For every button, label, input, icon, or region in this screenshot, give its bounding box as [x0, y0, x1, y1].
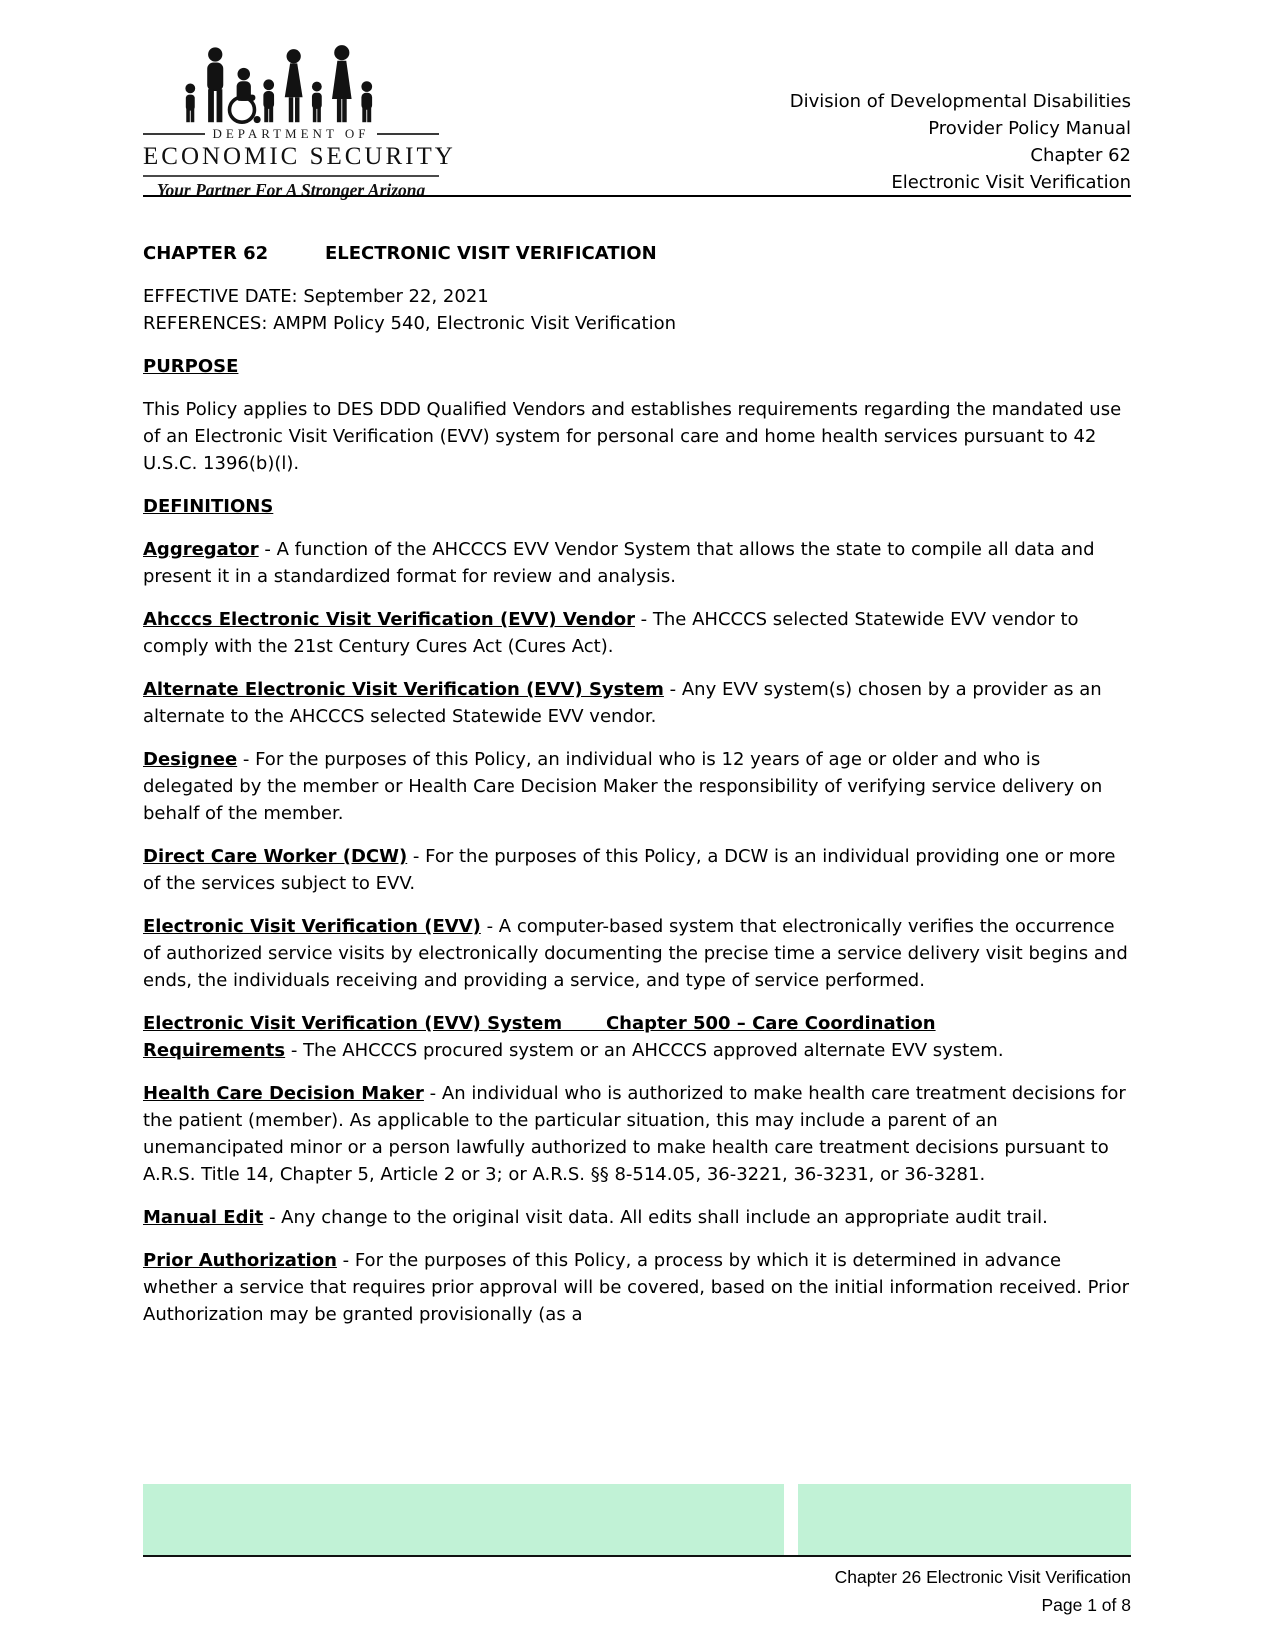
definition-term: Health Care Decision Maker — [143, 1083, 424, 1104]
logo-department-of-text: DEPARTMENT OF — [212, 126, 370, 141]
header-document-info — [790, 42, 1131, 196]
des-agency-logo — [143, 42, 456, 201]
definition-term: Aggregator — [143, 539, 259, 560]
definitions-heading: DEFINITIONS — [143, 496, 274, 517]
definition-item — [143, 746, 1131, 827]
definition-item — [143, 606, 1131, 660]
chapter-subject: ELECTRONIC VISIT VERIFICATION — [325, 243, 657, 264]
logo-agency-name: ECONOMIC SECURITY — [143, 143, 456, 170]
references-line: REFERENCES: AMPM Policy 540, Electronic Visit Verification — [143, 313, 677, 334]
definition-text: - A function of the AHCCCS EVV Vendor System that allows the state to compile all data and present it in a standardized format for review and analysis. — [143, 539, 1095, 587]
definition-item — [143, 1010, 1131, 1064]
definition-text: - For the purposes of this Policy, an individual who is 12 years of age or older and who is delegated by the member or Health Care Decision Maker the responsibility of verifying service delivery on behalf of the member. — [143, 749, 1103, 824]
definition-text: - For the purposes of this Policy, a process by which it is determined in advance whether a service that requires prior approval will be covered, based on the initial information received. Prior Authorization may be granted provisionally (as a — [143, 1250, 1129, 1325]
definition-term: Electronic Visit Verification (EVV) — [143, 916, 481, 937]
definition-text: - The AHCCCS selected Statewide EVV vendor to comply with the 21st Century Cures Act (Cures Act). — [143, 609, 1079, 657]
definition-term: Direct Care Worker (DCW) — [143, 846, 408, 867]
definition-text: - Any EVV system(s) chosen by a provider as an alternate to the AHCCCS selected Statewide EVV vendor. — [143, 679, 1102, 727]
logo-right-rule — [377, 133, 439, 135]
definition-text: - A computer-based system that electronically verifies the occurrence of authorized service visits by electronically documenting the precise time a service delivery visit begins and ends, the individuals receiving and providing a service, and type of service performed. — [143, 916, 1128, 991]
header-division-line: Division of Developmental Disabilities — [789, 91, 1131, 112]
document-body — [143, 240, 1131, 1344]
header-chapter-line: Chapter 62 — [1030, 145, 1131, 166]
purpose-paragraph: This Policy applies to DES DDD Qualified Vendors and establishes requirements regarding the mandated use of an Electronic Visit Verification (EVV) system for personal care and home health services pursuant to 42 U.S.C. 1396(b)(l). — [143, 399, 1122, 474]
logo-tagline: Your Partner For A Stronger Arizona — [156, 180, 426, 200]
definition-term: Designee — [143, 749, 238, 770]
definition-term: Manual Edit — [143, 1207, 264, 1228]
definition-term: Prior Authorization — [143, 1250, 337, 1271]
logo-department-of-line — [143, 126, 439, 142]
definition-term: Ahcccs Electronic Visit Verification (EVV) Vendor — [143, 609, 635, 630]
definition-text: - Any change to the original visit data. All edits shall include an appropriate audit trail. — [263, 1207, 1048, 1228]
header-horizontal-rule — [143, 195, 1131, 197]
definition-item — [143, 1204, 1131, 1231]
logo-divider — [143, 175, 439, 177]
definition-item — [143, 1247, 1131, 1328]
chapter-title — [143, 240, 1131, 267]
definition-item — [143, 913, 1131, 994]
definition-text: - An individual who is authorized to make health care treatment decisions for the patient (member). As applicable to the particular situation, this may include a parent of an unemancipated minor or a person lawfully authorized to make health care treatment decisions pursuant to A.R.S. Title 14, Chapter 5, Article 2 or 3; or A.R.S. §§ 8-514.05, 36-3221, 36-3231, or 36-3281. — [143, 1083, 1126, 1185]
effective-date-line: EFFECTIVE DATE: September 22, 2021 — [143, 286, 489, 307]
definition-term: Alternate Electronic Visit Verification (EVV) System — [143, 679, 664, 700]
footer-chapter-line: Chapter 26 Electronic Visit Verification — [834, 1567, 1131, 1587]
logo-left-rule — [143, 133, 205, 135]
page-header — [143, 42, 1131, 201]
definition-text: - For the purposes of this Policy, a DCW is an individual providing one or more of the services subject to EVV. — [143, 846, 1116, 894]
definition-item — [143, 1080, 1131, 1188]
header-subject-line: Electronic Visit Verification — [891, 172, 1131, 193]
header-manual-line: Provider Policy Manual — [928, 118, 1131, 139]
highlight-redaction-right — [798, 1484, 1131, 1556]
definition-item — [143, 676, 1131, 730]
definition-text: - The AHCCCS procured system or an AHCCCS approved alternate EVV system. — [285, 1040, 1004, 1061]
family-silhouette-icon — [175, 42, 407, 124]
highlight-redaction-left — [143, 1484, 784, 1556]
purpose-heading: PURPOSE — [143, 356, 239, 377]
footer-page-number: Page 1 of 8 — [1041, 1595, 1131, 1615]
page-footer — [835, 1563, 1131, 1619]
footer-horizontal-rule — [143, 1555, 1131, 1557]
chapter-number: CHAPTER 62 — [143, 243, 269, 264]
document-meta — [143, 283, 1131, 337]
definition-item — [143, 536, 1131, 590]
definition-term: Electronic Visit Verification (EVV) System Chapter 500 – Care Coordination — [143, 1013, 936, 1034]
definition-item — [143, 843, 1131, 897]
definition-term: Requirements — [143, 1040, 286, 1061]
